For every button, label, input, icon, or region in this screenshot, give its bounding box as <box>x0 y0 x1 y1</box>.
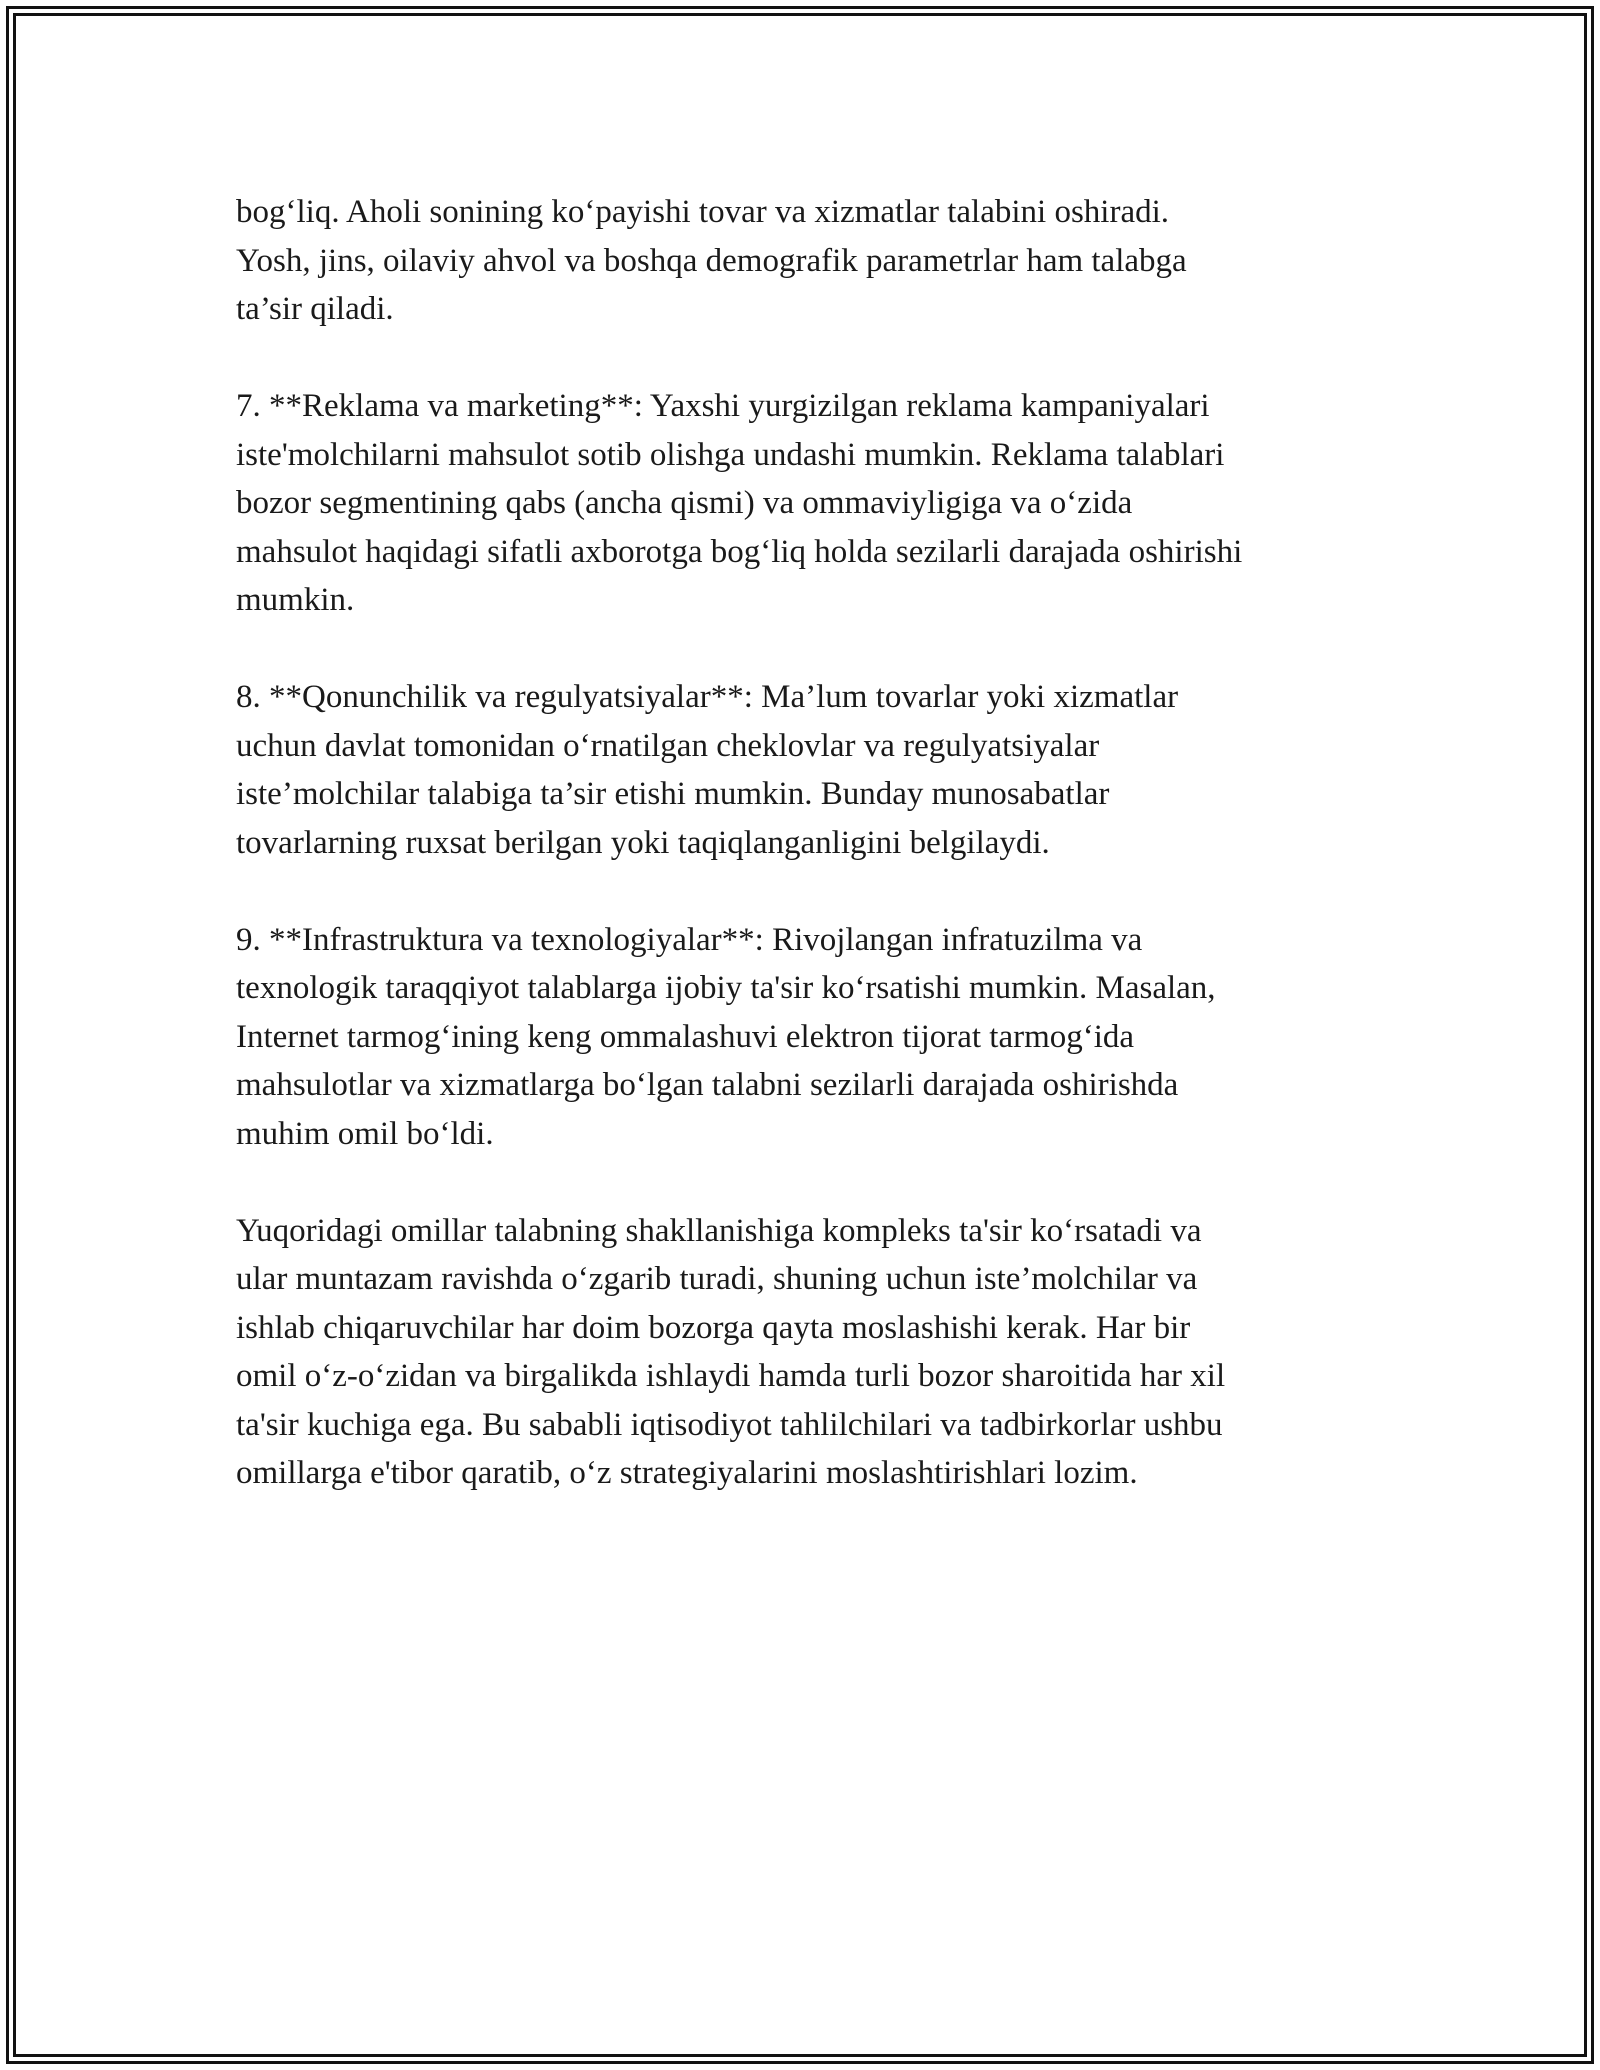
paragraph-conclusion <box>236 1207 1376 1498</box>
text-line: iste'molchilarni mahsulot sotib olishga undashi mumkin. Reklama talablari <box>236 436 1225 473</box>
paragraph-demography-continuation <box>236 188 1376 334</box>
paragraph-item-7-advertising <box>236 382 1376 625</box>
text-line: muhim omil bo‘ldi. <box>236 1115 494 1152</box>
text-line: 9. **Infrastruktura va texnologiyalar**: Rivojlangan infratuzilma va <box>236 921 1143 958</box>
paragraph-item-9-infrastructure <box>236 916 1376 1159</box>
text-line: omillarga e'tibor qaratib, o‘z strategiyalarini moslashtirishlari lozim. <box>236 1455 1138 1491</box>
text-line: Yuqoridagi omillar talabning shakllanishiga kompleks ta'sir ko‘rsatadi va <box>236 1212 1202 1249</box>
document-body <box>236 188 1376 1546</box>
text-line: mumkin. <box>236 582 355 618</box>
text-line: uchun davlat tomonidan o‘rnatilgan cheklovlar va regulyatsiyalar <box>236 727 1100 764</box>
text-line: texnologik taraqqiyot talablarga ijobiy ta'sir ko‘rsatishi mumkin. Masalan, <box>236 970 1216 1006</box>
text-line: Yosh, jins, oilaviy ahvol va boshqa demografik parametrlar ham talabga <box>236 242 1187 279</box>
text-line: ta’sir qiladi. <box>236 291 394 327</box>
text-line: 8. **Qonunchilik va regulyatsiyalar**: Ma’lum tovarlar yoki xizmatlar <box>236 679 1179 715</box>
text-line: iste’molchilar talabiga ta’sir etishi mumkin. Bunday munosabatlar <box>236 776 1110 812</box>
text-line: Internet tarmog‘ining keng ommalashuvi elektron tijorat tarmog‘ida <box>236 1018 1135 1055</box>
text-line: omil o‘z-o‘zidan va birgalikda ishlaydi hamda turli bozor sharoitida har xil <box>236 1358 1226 1394</box>
paragraph-item-8-legislation <box>236 673 1376 867</box>
text-line: 7. **Reklama va marketing**: Yaxshi yurgizilgan reklama kampaniyalari <box>236 388 1210 424</box>
text-line: ishlab chiqaruvchilar har doim bozorga qayta moslashishi kerak. Har bir <box>236 1309 1191 1346</box>
text-line: mahsulot haqidagi sifatli axborotga bog‘liq holda sezilarli darajada oshirishi <box>236 533 1243 570</box>
text-line: bog‘liq. Aholi sonining ko‘payishi tovar va xizmatlar talabini oshiradi. <box>236 194 1170 230</box>
text-line: mahsulotlar va xizmatlarga bo‘lgan talabni sezilarli darajada oshirishda <box>236 1067 1179 1103</box>
text-line: bozor segmentining qabs (ancha qismi) va ommaviyligiga va o‘zida <box>236 485 1133 521</box>
text-line: tovarlarning ruxsat berilgan yoki taqiqlanganligini belgilaydi. <box>236 824 1050 861</box>
text-line: ta'sir kuchiga ega. Bu sababli iqtisodiyot tahlilchilari va tadbirkorlar ushbu <box>236 1406 1223 1443</box>
text-line: ular muntazam ravishda o‘zgarib turadi, shuning uchun iste’molchilar va <box>236 1261 1198 1297</box>
